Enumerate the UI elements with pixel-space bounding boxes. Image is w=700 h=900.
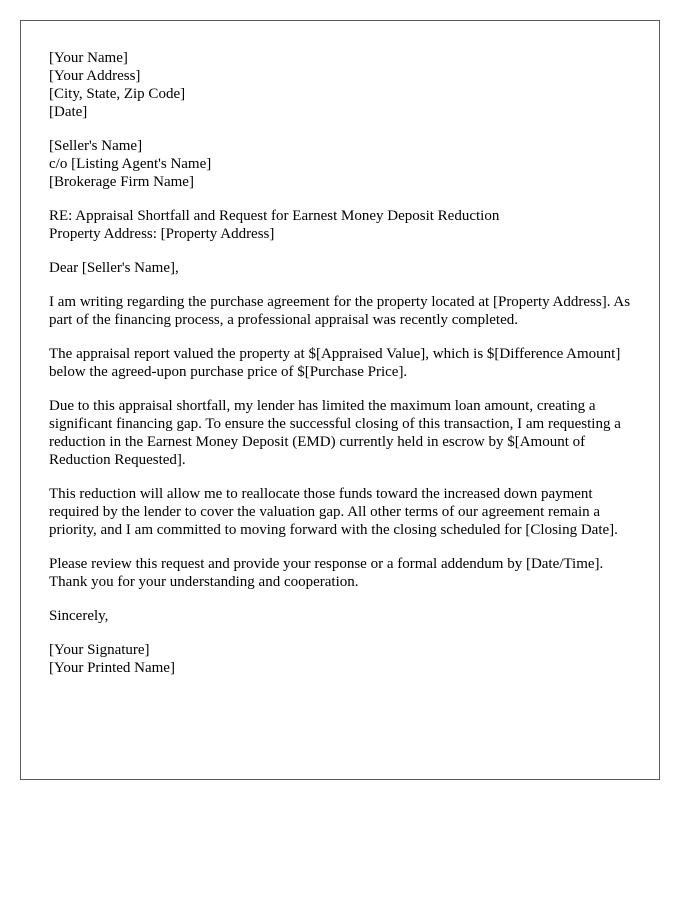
sender-name: [Your Name] [49, 50, 128, 66]
subject-line: RE: Appraisal Shortfall and Request for Earnest Money Deposit Reduction [49, 208, 500, 224]
letter-date: [Date] [49, 104, 88, 120]
recipient-block [49, 137, 639, 191]
body-paragraph: I am writing regarding the purchase agreement for the property located at [Property Address]. As part of the financing process, a professional appraisal was recently completed. [49, 294, 631, 328]
letter-page [20, 20, 660, 780]
letter-content [49, 49, 639, 693]
signature-placeholder: [Your Signature] [49, 642, 150, 658]
sender-city-state-zip: [City, State, Zip Code] [49, 86, 186, 102]
subject-block [49, 207, 639, 243]
recipient-name: [Seller's Name] [49, 138, 143, 154]
sender-address: [Your Address] [49, 68, 141, 84]
recipient-care-of: c/o [Listing Agent's Name] [49, 156, 212, 172]
property-address-line: Property Address: [Property Address] [49, 226, 275, 242]
body-paragraph: The appraisal report valued the property at $[Appraised Value], which is $[Difference Amount] below the agreed-upon purchase price of $[Purchase Price]. [49, 346, 621, 380]
signature-block [49, 641, 639, 677]
body-paragraph: Due to this appraisal shortfall, my lender has limited the maximum loan amount, creating a significant financing gap. To ensure the successful closing of this transaction, I am requesting a reduction in the Earnest Money Deposit (EMD) currently held in escrow by $[Amount of Reduction Requested]. [49, 398, 621, 468]
sender-block [49, 49, 639, 121]
body-paragraph: Please review this request and provide your response or a formal addendum by [Date/Time]. Thank you for your understanding and cooperation. [49, 556, 604, 590]
closing: Sincerely, [49, 608, 109, 624]
body-paragraph: This reduction will allow me to reallocate those funds toward the increased down payment required by the lender to cover the valuation gap. All other terms of our agreement remain a priority, and I am committed to moving forward with the closing scheduled for [Closing Date]. [49, 486, 618, 538]
salutation: Dear [Seller's Name], [49, 260, 179, 276]
recipient-firm: [Brokerage Firm Name] [49, 174, 194, 190]
printed-name: [Your Printed Name] [49, 660, 175, 676]
